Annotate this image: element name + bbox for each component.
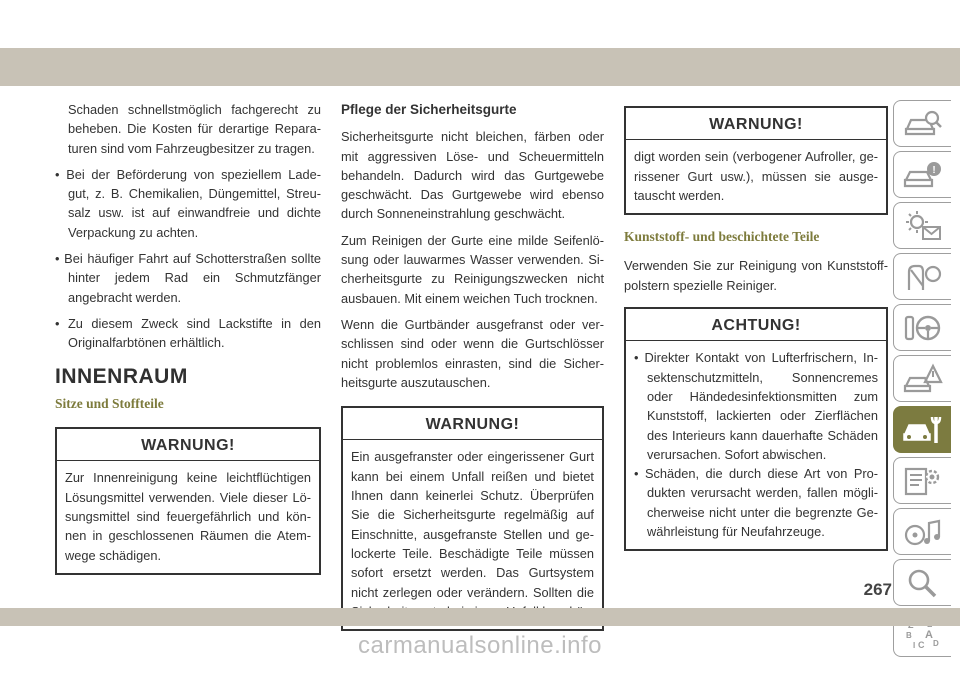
tab-safety[interactable] (893, 253, 951, 300)
warning-title: WARNUNG! (57, 429, 319, 461)
bullet-item: • Bei häufiger Fahrt auf Schotterstraßen sollte hinter jedem Rad ein Schmutzfänger angebracht werden. (55, 251, 321, 305)
warning-box (624, 106, 888, 215)
car-magnifier-icon (903, 107, 943, 141)
car-info-icon (903, 158, 943, 192)
bullet-item: • Bei der Beförderung von speziellem Lade-gut, z. B. Chemikalien, Düngemittel, Streu-salz usw. ist auf einwandfreie und dichte Verpackung zu achten. (55, 166, 321, 240)
bottom-band (0, 608, 960, 626)
chapter-tabs (893, 100, 953, 661)
warning-box (55, 427, 321, 575)
subsection-heading: Sitze und Stoffteile (55, 395, 164, 411)
warning-text: digt worden sein (verbogener Aufroller, ge-rissener Gurt usw.), müssen sie ausge-tauscht werden. (634, 149, 878, 203)
svg-text:I: I (912, 640, 915, 650)
svg-text:B: B (905, 630, 912, 640)
caution-title: ACHTUNG! (626, 309, 886, 341)
paragraph: Verwenden Sie zur Reinigung von Kunststoff-polstern spezielle Reiniger. (624, 258, 888, 293)
paragraph: Schaden schnellstmöglich fachgerecht zu beheben. Die Kosten für derartige Repara-turen sind vom Fahrzeugbesitzer zu tragen. (68, 102, 321, 156)
warning-text: Ein ausgefranster oder eingerissener Gurt kann bei einem Unfall reißen und bietet Ihnen dann keinerlei Schutz. Überprüfen Sie die Sicherheitsgurte regelmäßig auf Einschnitte, ausgefranste Stellen und ge-lockerte Teile. Beschädigte Teile müssen sofort ersetzt werden. Das Gurtsystem nicht zerlegen oder verändern. Sollten die (351, 449, 594, 600)
warning-box (341, 406, 604, 631)
paragraph: Sicherheitsgurte nicht bleichen, färben oder mit aggressiven Löse- und Scheuermitteln behandeln. Dadurch wird das Gurtgewebe geschwächt. Das Gurtgewebe wird ebenso durch Sonneneinstrahlung geschwächt. (341, 129, 604, 222)
specs-gear-icon (903, 464, 943, 498)
page-number: 267 (863, 580, 892, 599)
car-hazard-icon (903, 362, 943, 396)
search-icon (903, 566, 943, 600)
column-1 (55, 100, 321, 575)
paragraph: Wenn die Gurtbänder ausgefranst oder ver-schlissen sind oder wenn die Gurtschlösser nicht problemlos einrasten, sind die Sicher-heitsgurte auszutauschen. (341, 316, 604, 390)
tab-service-maintenance[interactable] (893, 406, 951, 453)
column-3 (624, 102, 888, 551)
bullet-item: • Schäden, die durch diese Art von Pro-dukten verursacht werden, fallen mögli-cherweise nicht unter die begrenzte Ge-währleistung für Neufahrzeuge. (634, 466, 878, 540)
svg-text:C: C (917, 639, 924, 650)
tab-warning-lights[interactable] (893, 202, 951, 249)
bullet-item: • Zu diesem Zweck sind Lackstifte in den Originalfarbtönen erhältlich. (55, 315, 321, 351)
tab-search[interactable] (893, 559, 951, 606)
warning-title: WARNUNG! (626, 108, 886, 140)
seatbelt-airbag-icon (903, 260, 943, 294)
column-2 (341, 100, 604, 631)
steering-key-icon (903, 311, 943, 345)
warning-title: WARNUNG! (343, 408, 602, 440)
subsection-heading: Kunststoff- und beschichtete Teile (624, 229, 820, 245)
section-heading: Pflege der Sicherheitsgurte (341, 102, 517, 117)
tab-car-info[interactable] (893, 151, 951, 198)
warning-text: Zur Innenreinigung keine leichtflüchtigen Lösungsmittel verwenden. Viele dieser Lö-sungsmittel sind feuergefährlich und kön-nen in geschlossenen Räumen die Atem-wege schädigen. (65, 470, 311, 563)
bullet-item: • Direkter Kontakt von Lufterfrischern, In-sektenschutzmitteln, Sonnencremes oder Händedesinfektionsmitten zum Kunststoff, lackierten oder Zierflächen des Interieurs kann dauerhafte Schäden verursachen. Sofort abwischen. (634, 350, 878, 462)
tab-multimedia[interactable] (893, 508, 951, 555)
svg-text:A: A (924, 628, 933, 641)
multimedia-icon (903, 515, 943, 549)
watermark: carmanualsonline.info (358, 632, 602, 659)
tab-emergency[interactable] (893, 355, 951, 402)
top-band (0, 48, 960, 86)
warning-lights-icon (903, 209, 943, 243)
caution-box (624, 307, 888, 551)
tab-technical-specs[interactable] (893, 457, 951, 504)
tab-starting-operating[interactable] (893, 304, 951, 351)
svg-text:!: ! (931, 164, 936, 176)
section-heading: INNENRAUM (55, 364, 188, 388)
svg-text:D: D (932, 638, 939, 648)
tab-car-overview[interactable] (893, 100, 951, 147)
paragraph: Zum Reinigen der Gurte eine milde Seifenlö-sung oder lauwarmes Wasser verwenden. Si-cherheitsgurte zu Reinigungszwecken nicht ausbauen. Mit einem weichen Tuch trocknen. (341, 232, 604, 306)
car-wrench-icon (903, 413, 943, 447)
caution-text (626, 341, 886, 549)
